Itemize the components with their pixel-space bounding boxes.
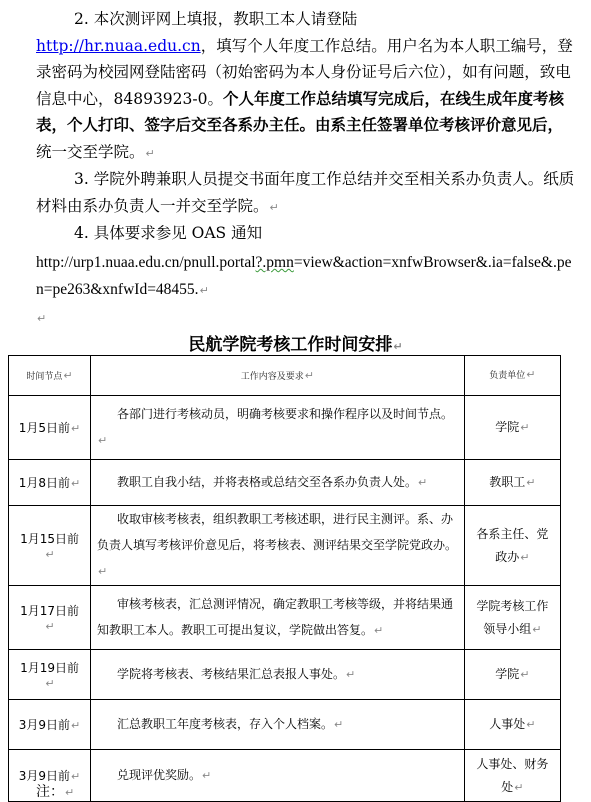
url-part-a: http://urp1.nuaa.edu.cn/pnull.portal bbox=[36, 254, 256, 271]
p4-text: 4. 具体要求参见 OAS 通知 bbox=[74, 224, 263, 242]
hr-link[interactable]: http://hr.nuaa.edu.cn bbox=[36, 36, 201, 55]
cell-content: 兑现评优奖励。↵ bbox=[91, 750, 465, 802]
schedule-table bbox=[8, 355, 561, 802]
cell-time: 1月5日前↵ bbox=[9, 396, 91, 460]
cell-owner: 各系主任、党政办↵ bbox=[464, 506, 560, 586]
cell-content: 教职工自我小结，并将表格或总结交至各系办负责人处。↵ bbox=[91, 460, 465, 506]
paragraph-mark-icon: ↵ bbox=[65, 786, 75, 799]
note-label: 注：↵ bbox=[36, 784, 75, 800]
p2-tail: 统一交至学院。 bbox=[36, 142, 145, 161]
paragraph-2 bbox=[36, 6, 576, 168]
cell-content: 学院将考核表、考核结果汇总表报人事处。↵ bbox=[91, 650, 465, 700]
cell-owner: 学院↵ bbox=[464, 650, 560, 700]
cell-owner: 学院↵ bbox=[464, 396, 560, 460]
cell-time: 1月17日前↵ bbox=[9, 586, 91, 650]
cell-content: 审核考核表，汇总测评情况，确定教职工考核等级，并将结果通知教职工本人。教职工可提出复议，学院做出答复。↵ bbox=[91, 586, 465, 650]
cell-owner: 教职工↵ bbox=[464, 460, 560, 506]
table-row bbox=[9, 506, 561, 586]
table-row bbox=[9, 650, 561, 700]
p2-bold: 个人年度工作总结填写完成后，在线生成年度考核表，个人打印、签字后交至各系办主任。由系主任签署单位考核评价意见后， bbox=[36, 88, 565, 135]
paragraph-mark-icon: ↵ bbox=[199, 283, 209, 297]
paragraph-3 bbox=[36, 166, 576, 221]
table-row bbox=[9, 750, 561, 802]
paragraph-mark-icon: ↵ bbox=[63, 369, 73, 382]
header-content: 工作内容及要求↵ bbox=[91, 356, 465, 396]
paragraph-mark-icon: ↵ bbox=[269, 200, 279, 214]
url-part-b: ?.pmn bbox=[255, 254, 294, 271]
cell-content: 各部门进行考核动员，明确考核要求和操作程序以及时间节点。↵ bbox=[91, 396, 465, 460]
cell-owner: 人事处、财务处↵ bbox=[464, 750, 560, 802]
cell-content: 汇总教职工年度考核表，存入个人档案。↵ bbox=[91, 700, 465, 750]
header-owner: 负责单位↵ bbox=[464, 356, 560, 396]
cell-owner: 人事处↵ bbox=[464, 700, 560, 750]
table-row bbox=[9, 700, 561, 750]
p2-after-link: ，填写个人年度工作总结。用户名为本人职工编号，登录密码为校园网登陆密码（初始密码为本人身份证号后六位），如有问题，致电信息中心，84893923-0。 bbox=[36, 36, 573, 108]
cell-time: 3月9日前↵ bbox=[9, 700, 91, 750]
cell-time: 3月9日前↵ bbox=[9, 750, 91, 802]
paragraph-mark-icon: ↵ bbox=[526, 368, 536, 381]
p2-lead: 2. 本次测评网上填报，教职工本人请登陆 bbox=[74, 10, 358, 28]
oas-url bbox=[36, 250, 576, 304]
table-title bbox=[0, 330, 591, 355]
table-header-row bbox=[9, 356, 561, 396]
table-row bbox=[9, 396, 561, 460]
header-time: 时间节点↵ bbox=[9, 356, 91, 396]
cell-owner: 学院考核工作领导小组↵ bbox=[464, 586, 560, 650]
cell-content: 收取审核考核表，组织教职工考核述职，进行民主测评。系、办负责人填写考核评价意见后，将考核表、测评结果交至学院党政办。↵ bbox=[91, 506, 465, 586]
cell-time: 1月15日前↵ bbox=[9, 506, 91, 586]
paragraph-mark-icon: ↵ bbox=[37, 312, 47, 325]
url-part-c: =view&action=xnfwBrowser&.ia=false&.pen=pe263&xnfwId=48455. bbox=[36, 254, 572, 298]
cell-time: 1月8日前↵ bbox=[9, 460, 91, 506]
table-row bbox=[9, 586, 561, 650]
cell-time: 1月19日前↵ bbox=[9, 650, 91, 700]
paragraph-mark-icon: ↵ bbox=[145, 146, 155, 160]
table-row bbox=[9, 460, 561, 506]
paragraph-4 bbox=[36, 220, 576, 247]
paragraph-mark-icon: ↵ bbox=[393, 340, 403, 353]
p3-text: 3. 学院外聘兼职人员提交书面年度工作总结并交至相关系办负责人。纸质材料由系办负责人一并交至学院。 bbox=[36, 170, 575, 215]
table-title-text: 民航学院考核工作时间安排 bbox=[188, 335, 393, 355]
paragraph-mark-icon: ↵ bbox=[304, 369, 315, 382]
